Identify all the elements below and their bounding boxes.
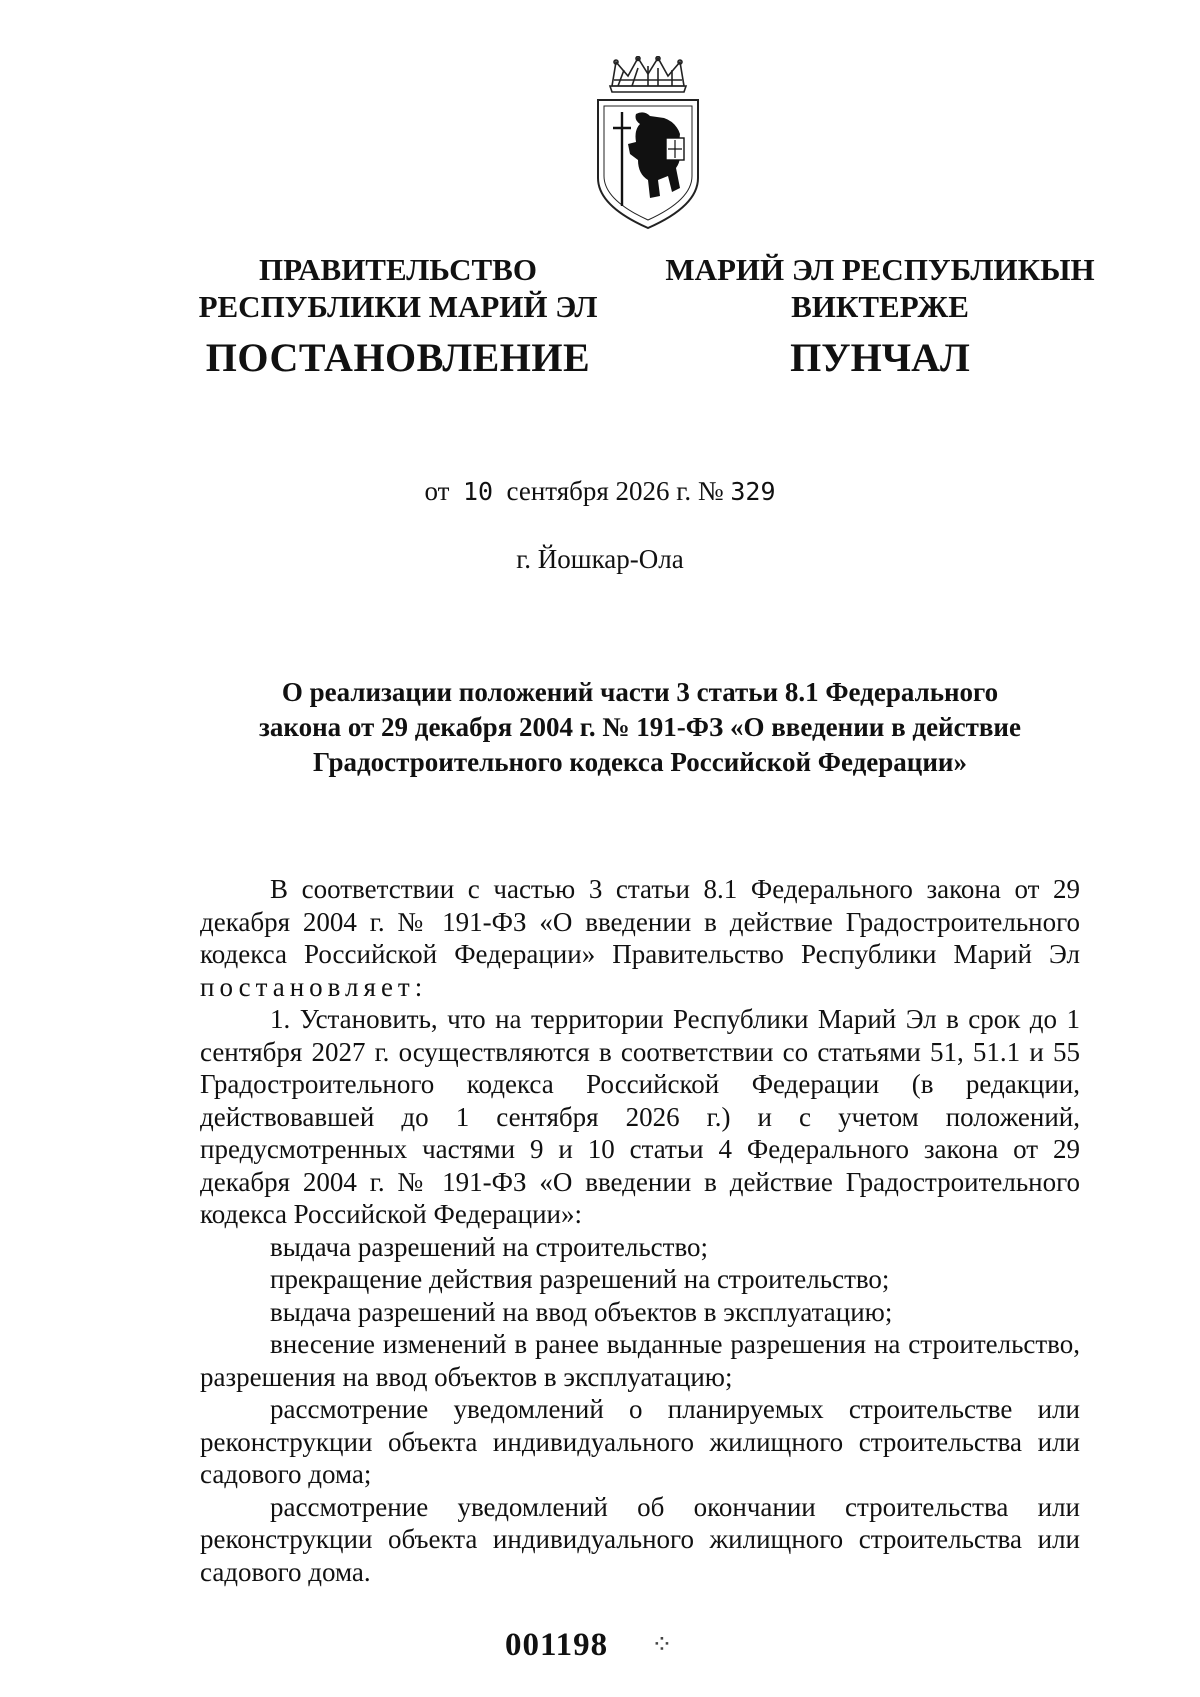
resolves-text: постановляет: (200, 971, 428, 1002)
list-item: внесение изменений в ранее выданные разрешения на строительство, разрешения на ввод объектов в эксплуатацию; (200, 1329, 1080, 1392)
decree-title-ru: ПОСТАНОВЛЕНИЕ (205, 335, 591, 380)
decree-number: 329 (730, 477, 776, 506)
header-left-line2: РЕСПУБЛИКИ МАРИЙ ЭЛ (198, 288, 598, 324)
list-item: выдача разрешений на строительство; (270, 1231, 709, 1262)
list-item: прекращение действия разрешений на строительство; (270, 1264, 890, 1294)
date-day: 10 (462, 477, 494, 506)
title-line3: Градостроительного кодекса Российской Федерации» (313, 747, 967, 778)
list-item: рассмотрение уведомлений об окончании строительства или реконструкции объекта индивидуального жилищного строительства или садового дома. (200, 1491, 1080, 1587)
date-prefix: от (424, 476, 450, 506)
header-left-line1: ПРАВИТЕЛЬСТВО (259, 252, 537, 287)
city: г. Йошкар-Ола (516, 544, 684, 574)
header-right-line2: ВИКТЕРЖЕ (791, 288, 969, 324)
list-item: выдача разрешений на ввод объектов в эксплуатацию; (270, 1296, 893, 1327)
date-line (0, 476, 1200, 507)
intro-paragraph (200, 873, 1080, 1003)
header-right-line1: МАРИЙ ЭЛ РЕСПУБЛИКЫН (665, 252, 1095, 287)
coat-of-arms-icon (588, 56, 708, 234)
ornament-mark-icon: ⁘ (651, 1630, 673, 1659)
date-month-year: сентября 2026 г. № (506, 476, 724, 506)
document-body (200, 873, 1080, 1588)
serial-number: 001198 (505, 1627, 609, 1663)
clause-1: 1. Установить, что на территории Республики Марий Эл в срок до 1 сентября 2027 г. осуществляются в соответствии со статьями 51, 51.1 и 55 Градостроительного кодекса Российской Федерации (в редакции, действовавшей до 1 сентября 2026 г.) и с учетом положений, предусмотренных частями 9 и 10 статьи 4 Федерального закона от 29 декабря 2004 г. № 191-ФЗ «О введении в действие Градостроительного кодекса Российской Федерации»: (200, 1004, 1080, 1229)
document-title (200, 675, 1080, 780)
title-line2: закона от 29 декабря 2004 г. № 191-ФЗ «О введении в действие (259, 712, 1021, 743)
header-right (660, 252, 1100, 325)
header-left (178, 252, 618, 325)
title-line1: О реализации положений части 3 статьи 8.1 Федерального (281, 677, 999, 707)
decree-title-mari: ПУНЧАЛ (790, 335, 970, 380)
intro-text: В соответствии с частью 3 статьи 8.1 Федерального закона от 29 декабря 2004 г. № 191-ФЗ «О введении в действие Градостроительного кодекса Российской Федерации» Правительство Республики Марий Эл (200, 874, 1080, 969)
list-item: рассмотрение уведомлений о планируемых строительстве или реконструкции объекта индивидуального жилищного строительства или садового дома; (200, 1394, 1080, 1489)
